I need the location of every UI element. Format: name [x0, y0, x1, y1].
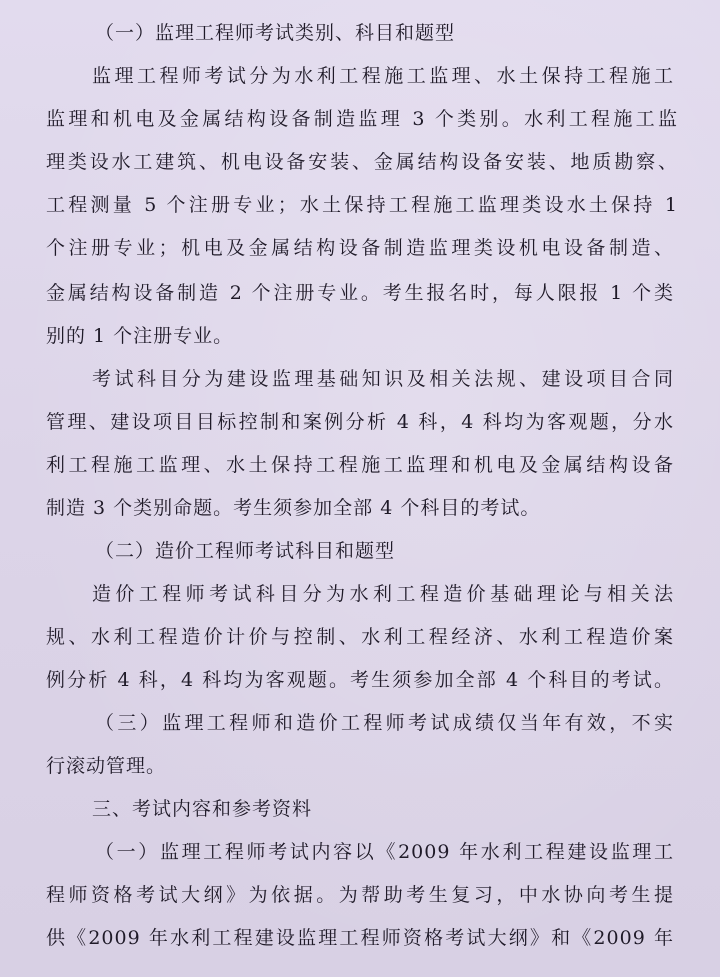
paragraph-line: 程师资格考试大纲》为依据。为帮助考生复习，中水协向考生提: [46, 884, 674, 906]
section-heading-cost: （二）造价工程师考试科目和题型: [95, 540, 396, 562]
paragraph-line: 供《2009 年水利工程建设监理工程师资格考试大纲》和《2009 年: [46, 927, 674, 949]
section-heading-content: 三、考试内容和参考资料: [92, 798, 313, 820]
section-heading-supervision: （一）监理工程师考试类别、科目和题型: [95, 22, 456, 44]
paragraph-line: 工程测量 5 个注册专业；水土保持工程施工监理类设水土保持 1: [46, 194, 678, 216]
paragraph-line: 规、水利工程造价计价与控制、水利工程经济、水利工程造价案: [46, 626, 674, 648]
paragraph-line: 别的 1 个注册专业。: [46, 325, 234, 347]
paragraph-line: （三）监理工程师和造价工程师考试成绩仅当年有效，不实: [95, 712, 674, 734]
paragraph-line: 制造 3 个类别命题。考生须参加全部 4 个科目的考试。: [46, 497, 541, 519]
paragraph-line: 监理和机电及金属结构设备制造监理 3 个类别。水利工程施工监: [46, 108, 678, 130]
paragraph-line: 个注册专业；机电及金属结构设备制造监理类设机电设备制造、: [46, 237, 674, 259]
paragraph-line: 例分析 4 科，4 科均为客观题。考生须参加全部 4 个科目的考试。: [46, 669, 674, 691]
paragraph-line: 金属结构设备制造 2 个注册专业。考生报名时，每人限报 1 个类: [46, 282, 674, 304]
paragraph-line: 利工程施工监理、水土保持工程施工监理和机电及金属结构设备: [46, 454, 674, 476]
paragraph-line: 监理工程师考试分为水利工程施工监理、水土保持工程施工: [92, 65, 674, 87]
paragraph-line: 造价工程师考试科目分为水利工程造价基础理论与相关法: [92, 583, 674, 605]
paragraph-line: 理类设水工建筑、机电设备安装、金属结构设备安装、地质勘察、: [46, 151, 678, 173]
paragraph-line: 管理、建设项目目标控制和案例分析 4 科，4 科均为客观题，分水: [46, 411, 674, 433]
paragraph-line: 行滚动管理。: [46, 755, 167, 777]
paragraph-line: （一）监理工程师考试内容以《2009 年水利工程建设监理工: [95, 841, 674, 863]
paragraph-line: 考试科目分为建设监理基础知识及相关法规、建设项目合同: [92, 368, 674, 390]
